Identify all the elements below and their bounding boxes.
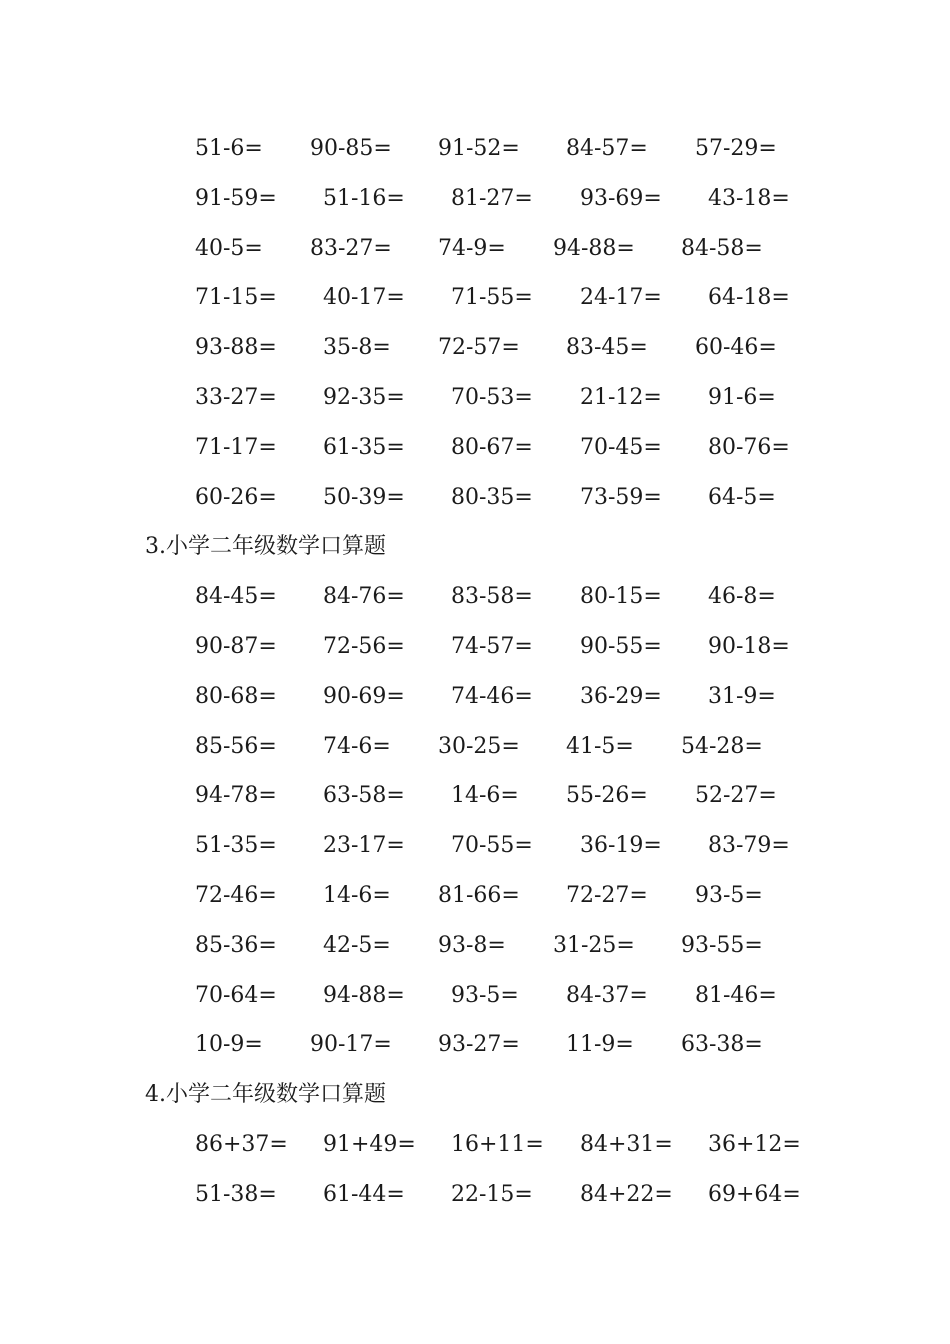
problem-cell: 80-35=	[451, 484, 533, 510]
problem-cell: 31-25=	[553, 932, 635, 958]
problem-cell: 80-67=	[451, 434, 533, 460]
problem-row	[0, 577, 950, 617]
problem-cell: 81-27=	[451, 185, 533, 211]
problem-cell: 60-26=	[195, 484, 277, 510]
problem-cell: 93-27=	[438, 1032, 520, 1058]
problem-cell: 22-15=	[451, 1181, 533, 1207]
problem-cell: 42-5=	[323, 932, 391, 958]
problem-cell: 30-25=	[438, 733, 520, 759]
problem-cell: 81-46=	[695, 982, 777, 1008]
problem-cell: 35-8=	[323, 335, 391, 361]
problem-row	[0, 1175, 950, 1215]
problem-cell: 10-9=	[195, 1032, 263, 1058]
section-heading-text: 3.小学二年级数学口算题	[145, 534, 386, 560]
problem-cell: 85-36=	[195, 932, 277, 958]
problem-cell: 93-88=	[195, 335, 277, 361]
problem-cell: 51-35=	[195, 833, 277, 859]
problem-cell: 72-56=	[323, 634, 405, 659]
problem-cell: 74-9=	[438, 235, 506, 261]
problem-cell: 93-5=	[695, 883, 763, 908]
problem-row	[0, 129, 950, 169]
problem-cell: 73-59=	[580, 484, 662, 510]
problem-cell: 91-6=	[708, 385, 776, 410]
problem-cell: 14-6=	[323, 883, 391, 908]
problem-cell: 86+37=	[195, 1132, 288, 1157]
problem-cell: 93-8=	[438, 932, 506, 958]
problem-cell: 80-68=	[195, 683, 277, 709]
problem-cell: 84-37=	[566, 982, 648, 1008]
problem-cell: 83-27=	[310, 235, 392, 261]
problem-cell: 93-69=	[580, 185, 662, 211]
problem-cell: 54-28=	[681, 733, 763, 759]
problem-cell: 91-59=	[195, 185, 277, 211]
problem-cell: 36+12=	[708, 1132, 801, 1157]
problem-row	[0, 229, 950, 269]
problem-cell: 90-87=	[195, 634, 277, 659]
problem-cell: 64-5=	[708, 484, 776, 510]
problem-cell: 70-45=	[580, 434, 662, 460]
problem-cell: 64-18=	[708, 285, 790, 311]
problem-cell: 91-52=	[438, 136, 520, 161]
problem-cell: 80-15=	[580, 584, 662, 610]
problem-cell: 71-17=	[195, 434, 277, 460]
problem-cell: 93-55=	[681, 932, 763, 958]
problem-cell: 33-27=	[195, 385, 277, 410]
problem-cell: 84-45=	[195, 584, 277, 610]
problem-row	[0, 328, 950, 368]
problem-cell: 85-56=	[195, 733, 277, 759]
problem-cell: 70-64=	[195, 982, 277, 1008]
problem-cell: 16+11=	[451, 1132, 544, 1157]
problem-row	[0, 926, 950, 966]
problem-cell: 94-88=	[323, 982, 405, 1008]
problem-cell: 11-9=	[566, 1032, 634, 1058]
problem-row	[0, 179, 950, 219]
problem-cell: 90-17=	[310, 1032, 392, 1058]
problem-cell: 52-27=	[695, 783, 777, 809]
problem-cell: 40-17=	[323, 285, 405, 311]
problem-cell: 90-55=	[580, 634, 662, 659]
problem-row	[0, 876, 950, 916]
problem-row	[0, 428, 950, 468]
problem-cell: 61-35=	[323, 434, 405, 460]
problem-cell: 83-79=	[708, 833, 790, 859]
problem-cell: 63-38=	[681, 1032, 763, 1058]
problem-cell: 14-6=	[451, 783, 519, 809]
problem-cell: 61-44=	[323, 1181, 405, 1207]
problem-row	[0, 776, 950, 816]
problem-cell: 23-17=	[323, 833, 405, 859]
problem-cell: 43-18=	[708, 185, 790, 211]
problem-row	[0, 278, 950, 318]
problem-cell: 70-55=	[451, 833, 533, 859]
problem-cell: 69+64=	[708, 1181, 801, 1207]
problem-cell: 71-15=	[195, 285, 277, 311]
problem-cell: 74-6=	[323, 733, 391, 759]
section-heading	[0, 1075, 950, 1115]
problem-cell: 63-58=	[323, 783, 405, 809]
problem-cell: 40-5=	[195, 235, 263, 261]
problem-cell: 57-29=	[695, 136, 777, 161]
problem-cell: 36-19=	[580, 833, 662, 859]
problem-cell: 94-88=	[553, 235, 635, 261]
problem-cell: 72-46=	[195, 883, 277, 908]
problem-cell: 84+22=	[580, 1181, 673, 1207]
problem-cell: 83-45=	[566, 335, 648, 361]
problem-cell: 74-57=	[451, 634, 533, 659]
problem-cell: 31-9=	[708, 683, 776, 709]
problem-cell: 71-55=	[451, 285, 533, 311]
problem-cell: 46-8=	[708, 584, 776, 610]
problem-row	[0, 677, 950, 717]
problem-row	[0, 378, 950, 418]
problem-cell: 72-27=	[566, 883, 648, 908]
problem-cell: 90-85=	[310, 136, 392, 161]
problem-row	[0, 826, 950, 866]
section-heading	[0, 527, 950, 567]
problem-cell: 84+31=	[580, 1132, 673, 1157]
problem-cell: 51-6=	[195, 136, 263, 161]
problem-cell: 94-78=	[195, 783, 277, 809]
problem-row	[0, 478, 950, 518]
problem-cell: 50-39=	[323, 484, 405, 510]
problem-cell: 24-17=	[580, 285, 662, 311]
problem-row	[0, 1025, 950, 1065]
problem-cell: 80-76=	[708, 434, 790, 460]
problem-cell: 21-12=	[580, 385, 662, 410]
problem-row	[0, 1125, 950, 1165]
problem-cell: 70-53=	[451, 385, 533, 410]
problem-cell: 60-46=	[695, 335, 777, 361]
problem-cell: 91+49=	[323, 1132, 416, 1157]
problem-cell: 36-29=	[580, 683, 662, 709]
problem-cell: 72-57=	[438, 335, 520, 361]
problem-cell: 84-57=	[566, 136, 648, 161]
problem-row	[0, 976, 950, 1016]
section-heading-text: 4.小学二年级数学口算题	[145, 1082, 386, 1108]
problem-cell: 83-58=	[451, 584, 533, 610]
problem-row	[0, 627, 950, 667]
problem-cell: 81-66=	[438, 883, 520, 908]
problem-cell: 92-35=	[323, 385, 405, 410]
problem-cell: 51-16=	[323, 185, 405, 211]
problem-cell: 51-38=	[195, 1181, 277, 1207]
problem-cell: 41-5=	[566, 733, 634, 759]
problem-cell: 84-76=	[323, 584, 405, 610]
problem-cell: 93-5=	[451, 982, 519, 1008]
problem-cell: 55-26=	[566, 783, 648, 809]
problem-cell: 90-69=	[323, 683, 405, 709]
problem-cell: 74-46=	[451, 683, 533, 709]
problem-cell: 90-18=	[708, 634, 790, 659]
problem-cell: 84-58=	[681, 235, 763, 261]
problem-row	[0, 727, 950, 767]
